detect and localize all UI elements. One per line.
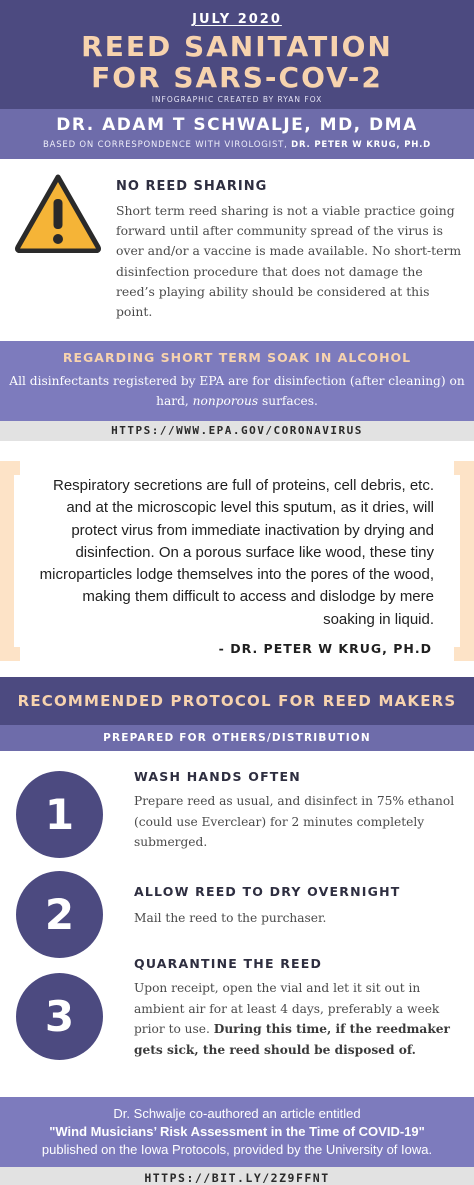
step-1-title: WASH HANDS OFTEN: [134, 769, 301, 784]
quote-author: - DR. PETER W KRUG, PH.D: [218, 641, 432, 656]
no-sharing-body: Short term reed sharing is not a viable practice going forward until after community spread of the virus is over and/or a vaccine is made available. No short-term disinfection procedure that does not damage the reed’s playing ability should be considered at this point.: [116, 203, 462, 320]
step-2-body: Mail the reed to the purchaser.: [134, 911, 327, 925]
epa-link[interactable]: HTTPS://WWW.EPA.GOV/CORONAVIRUS: [0, 421, 474, 441]
step-2-title: ALLOW REED TO DRY OVERNIGHT: [134, 884, 401, 899]
author-name: DR. ADAM T SCHWALJE, MD, DMA: [56, 115, 418, 135]
title-line-2: FOR SARS-COV-2: [91, 61, 383, 94]
step-1-body: Prepare reed as usual, and disinfect in 75% ethanol (could use Everclear) for 2 minutes completely submerged.: [134, 794, 455, 849]
no-sharing-heading: NO REED SHARING: [116, 179, 268, 194]
protocol-heading: RECOMMENDED PROTOCOL FOR REED MAKERS: [0, 677, 474, 725]
alcohol-soak-body: [0, 371, 474, 411]
virologist-name: DR. PETER W KRUG, PH.D: [291, 140, 432, 150]
alcohol-soak-text-end: surfaces.: [261, 394, 318, 408]
right-bracket-decoration: [454, 461, 474, 661]
protocol-steps: [0, 751, 474, 1097]
warning-triangle-icon: [14, 173, 102, 253]
step-3-warning: During this time, if the reedmaker gets sick, the reed should be disposed of.: [134, 1022, 450, 1057]
step-3-title: QUARANTINE THE REED: [134, 956, 323, 971]
correspondence-prefix: BASED ON CORRESPONDENCE WITH VIROLOGIST,: [42, 140, 288, 150]
article-footer: [0, 1097, 474, 1167]
quote-text: Respiratory secretions are full of proteins, cell debris, etc. and at the microscopic level this sputum, as it dries, will protect virus from immediate inactivation by drying and disinfection. On a porous surface like wood, these tiny microparticles lodge themselves into the pores of the wood, making them difficult to access and dislodge by mere soaking in liquid.: [39, 477, 434, 628]
title-line-1: REED SANITATION: [81, 30, 393, 63]
article-title: "Wind Musicians’ Risk Assessment in the Time of COVID-19": [49, 1124, 425, 1139]
alcohol-soak-text: All disinfectants registered by EPA are for disinfection (after cleaning) on hard,: [9, 374, 465, 408]
step-3-text: Upon receipt, open the vial and let it sit out in ambient air for at least 4 days, preferably a week prior to use.: [134, 981, 440, 1036]
virologist-quote: [0, 441, 474, 671]
left-bracket-decoration: [0, 461, 20, 661]
header: [0, 0, 474, 109]
protocol-subheading: PREPARED FOR OTHERS/DISTRIBUTION: [0, 725, 474, 751]
alcohol-soak-section: [0, 341, 474, 421]
step-3-number: 3: [16, 973, 103, 1060]
footer-line-1: Dr. Schwalje co-authored an article entitled: [113, 1106, 361, 1121]
step-2-number: 2: [16, 871, 103, 958]
alcohol-soak-heading: REGARDING SHORT TERM SOAK IN ALCOHOL: [62, 350, 412, 365]
alcohol-soak-emphasis: nonporous: [192, 394, 259, 408]
step-1-number: 1: [16, 771, 103, 858]
credit-label: INFOGRAPHIC CREATED BY RYAN FOX: [151, 95, 323, 104]
author-banner: [0, 109, 474, 159]
page-title: [0, 31, 474, 93]
step-3-body: [134, 978, 464, 1060]
no-sharing-section: [0, 159, 474, 341]
article-link[interactable]: HTTPS://BIT.LY/2Z9FFNT: [0, 1167, 474, 1185]
footer-line-3: published on the Iowa Protocols, provided by the University of Iowa.: [41, 1142, 433, 1157]
date-label: JULY 2020: [192, 12, 282, 27]
correspondence-line: [0, 140, 474, 150]
